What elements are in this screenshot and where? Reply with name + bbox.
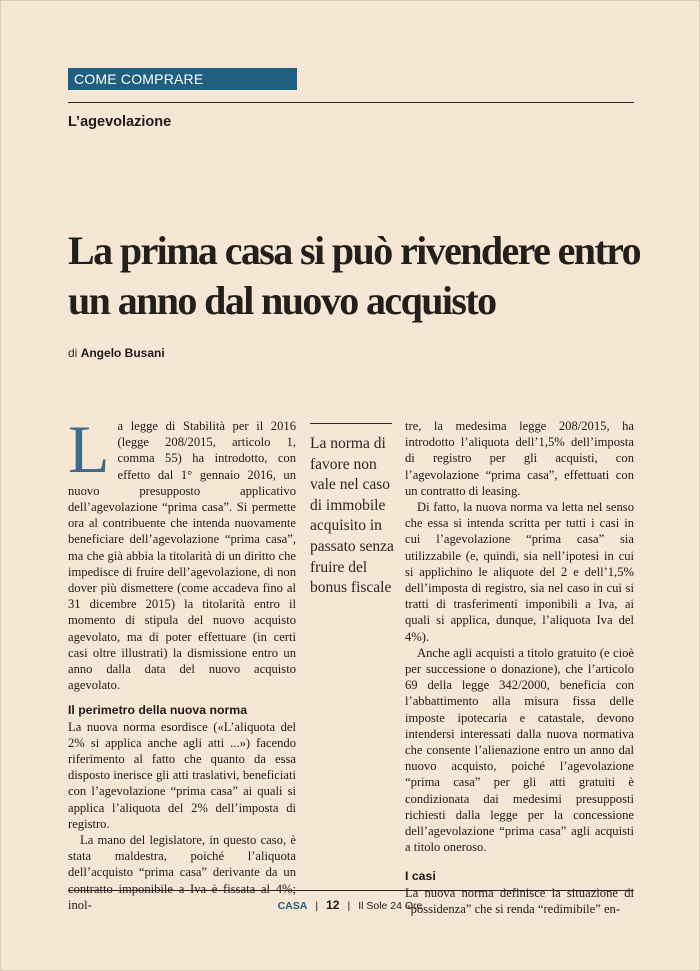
byline-author: Angelo Busani xyxy=(80,346,165,360)
subhead-casi: I casi xyxy=(405,869,436,884)
page-footer: CASA | 12 | Il Sole 24 Ore xyxy=(277,898,423,912)
subhead-perimetro: Il perimetro della nuova norma xyxy=(68,703,248,718)
footer-section: CASA xyxy=(277,900,308,912)
pullquote: La norma di favore non vale nel caso di immobile acquisito in passato senza fruire del bonus fiscale xyxy=(310,435,394,597)
pullquote-rule xyxy=(310,423,392,424)
publication-name: Il Sole 24 Ore xyxy=(358,900,423,912)
paragraph-text: a legge di Stabilità per il 2016 (legge 208/2015, articolo 1, comma 55) ha introdotto, con effetto dal 1° gennaio 2016, un nuovo presupposto applicativo dell’agevolazione “prima casa”. Si permette ora al contribuente che intenda nuovamente beneficiare dell’agevolazione “prima casa”, ma che già abbia la titolarità di un diritto che impedisce di fruire dell’agevolazione, di non dover più dismettere (come accadeva fino al 31 dicembre 2015) la titolarità entro il momento di stipula del nuovo acquisto agevolato, ma di poter effettuare (in certi casi oltre illustrati) la dismissione entro un anno dalla data del nuovo acquisto agevolato. xyxy=(68,419,296,693)
kicker: L’agevolazione xyxy=(68,114,172,130)
article-paragraph: La nuova norma definisce la situazione di “possidenza” che si renda “redimibile” en- xyxy=(405,885,634,916)
article-column-1 xyxy=(68,411,296,913)
article-column-2 xyxy=(405,418,634,917)
page-number: 12 xyxy=(326,898,340,912)
byline-prefix: di xyxy=(68,346,78,360)
article-paragraph: La nuova norma esordisce («L’aliquota del 2% si applica anche agli atti ...») facendo riferimento al fatto che quanto da essa disposto inerisce gli atti traslativi, beneficiati con l’agevolazione “prima casa” ai quali si applica l’aliquota del 2% dell’imposta di registro. xyxy=(68,719,296,831)
byline xyxy=(68,346,165,360)
article-paragraph xyxy=(68,411,296,693)
article-paragraph: Di fatto, la nuova norma va letta nel senso che essa si intenda scritta per tutti i casi in cui l’agevolazione “prima casa” sia utilizzabile (e, quindi, sia nell’ipotesi in cui si applichino le aliquote del 2 e dell’1,5% dell’imposta di registro, sia nel caso in cui si tratti di trasferimenti imponibili a Iva, ai quali si applica, dunque, l’aliquota Iva del 4%). xyxy=(405,500,634,644)
headline: La prima casa si può rivendere entro un anno dal nuovo acquisto xyxy=(68,228,641,323)
article-paragraph: La mano del legislatore, in questo caso, è stata maldestra, poiché l’aliquota dell’acquisto “prima casa” derivante da un contratto imponibile a Iva è fissata al 4%; inol- xyxy=(68,833,296,912)
section-tag: COME COMPRARE xyxy=(68,68,297,90)
article-paragraph: Anche agli acquisti a titolo gratuito (e cioè per successione o donazione), che l’articolo 69 della legge 342/2000, beneficia con l’abbattimento alla misura fissa delle imposte ipotecaria e catastale, devono intendersi interessati dalla nuova normativa che consente l’alienazione entro un anno dal nuovo acquisto, poiché l’agevolazione “prima casa” per gli atti gratuiti è condizionata dai medesimi presupposti richiesti dalla legge per la concessione dell’agevolazione “prima casa” agli acquisti a titolo oneroso. xyxy=(405,645,634,855)
top-divider xyxy=(68,102,634,103)
footer-divider xyxy=(68,890,634,891)
article-paragraph: tre, la medesima legge 208/2015, ha introdotto l’aliquota dell’1,5% dell’imposta di registro per gli acquisti, con l’agevolazione “prima casa”, effettuati con un contratto di leasing. xyxy=(405,419,634,498)
drop-cap: L xyxy=(68,411,110,487)
